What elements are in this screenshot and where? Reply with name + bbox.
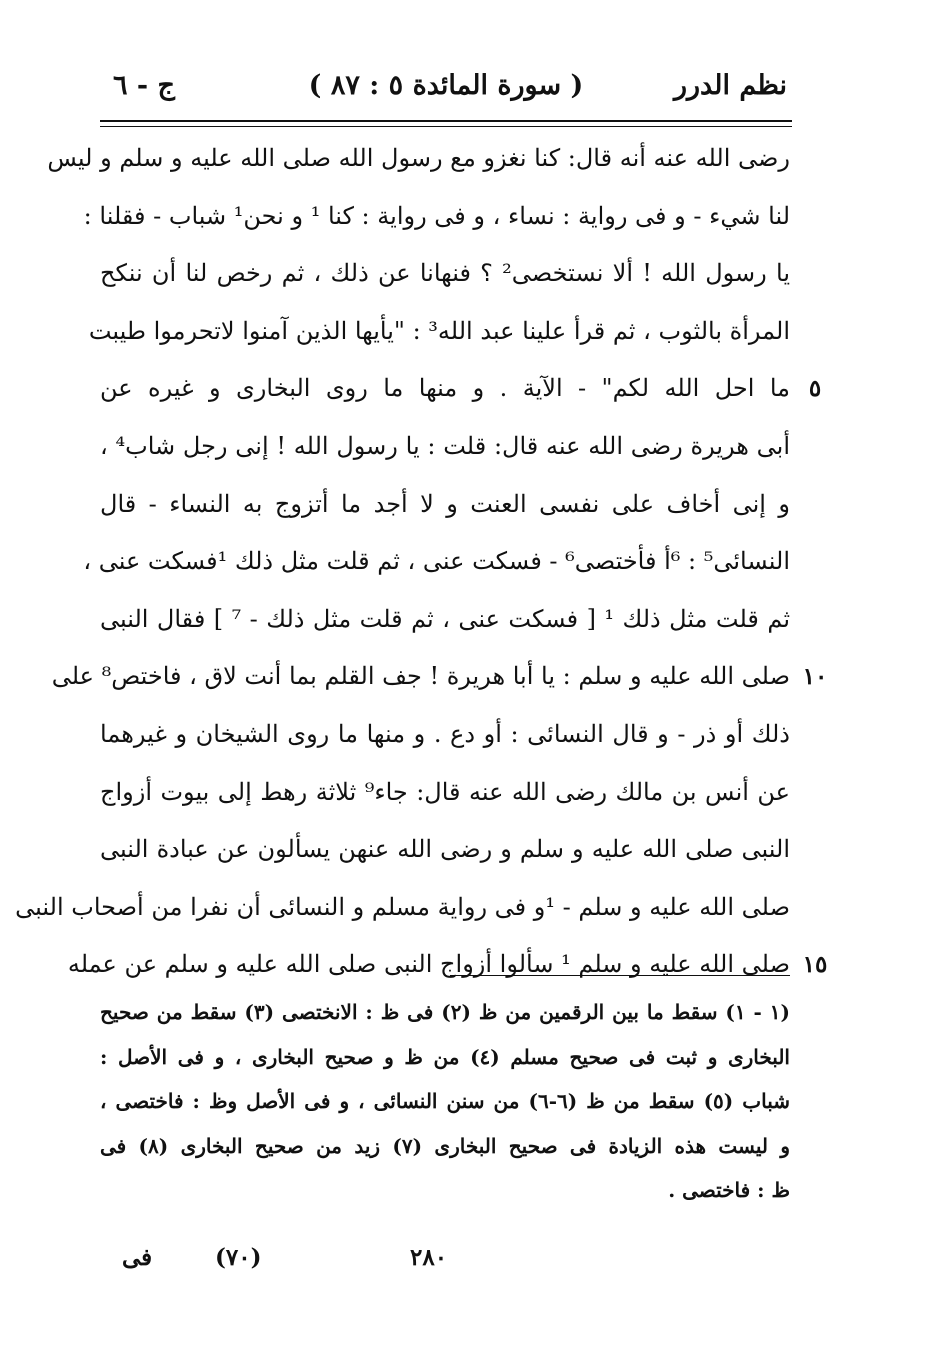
line-text: و إنى أخاف على نفسى العنت و لا أجد ما أتزوج به النساء - قال xyxy=(100,489,790,518)
text-line xyxy=(100,591,790,649)
header-rule xyxy=(100,120,792,122)
catchword: فى xyxy=(122,1244,153,1271)
line-text: لنا شيء - و فى رواية : نساء ، و فى رواية : كنا ¹ و نحن¹ شباب - فقلنا : xyxy=(83,201,790,230)
footnote-separator xyxy=(450,975,790,976)
line-text: النسائى⁵ : ⁶أ فأختصى⁶ - فسكت عنى ، ثم قلت مثل ذلك ¹فسكت عنى ، xyxy=(83,547,790,576)
line-text: النبى صلى الله عليه و سلم و رضى الله عنهن يسألون عن عبادة النبى xyxy=(100,835,790,864)
line-number: ٥ xyxy=(808,375,822,403)
text-line xyxy=(83,188,790,246)
line-text: أبى هريرة رضى الله عنه قال: قلت : يا رسول الله ! إنى رجل شاب⁴ ، xyxy=(100,431,791,460)
footnote-text: ظ : فاختصى . xyxy=(668,1178,790,1203)
line-text: رضى الله عنه أنه قال: كنا نغزو مع رسول الله صلى الله عليه و سلم و ليس xyxy=(47,144,790,172)
text-line xyxy=(100,418,790,476)
signature-mark: (٧٠) xyxy=(215,1244,262,1271)
text-line xyxy=(67,936,828,994)
text-line xyxy=(100,706,790,764)
header-rule-thin xyxy=(100,126,792,127)
page-number: ٢٨٠ xyxy=(410,1244,448,1271)
line-number: ١٥ xyxy=(802,951,828,979)
text-line xyxy=(83,533,790,591)
main-text xyxy=(15,130,828,994)
footnote-line xyxy=(100,1124,790,1169)
footnote-text: (١ - ١) سقط ما بين الرقمين من ظ (٢) فى ظ : الانختصى (٣) سقط من صحيح xyxy=(100,1000,791,1024)
footnote-text: البخارى و ثبت فى صحيح مسلم (٤) من ظ و صحيح البخارى ، و فى الأصل : xyxy=(100,1044,790,1069)
text-line xyxy=(51,648,828,706)
footnote-line xyxy=(100,1035,790,1080)
line-text: المرأة بالثوب ، ثم قرأ علينا عبد الله³ : "يأيها الذين آمنوا لاتحرموا طيبت xyxy=(88,316,790,345)
line-number: ١٠ xyxy=(802,663,828,691)
text-line xyxy=(88,303,790,361)
line-text: صلى الله عليه و سلم - ¹و فى رواية مسلم و النسائى أن نفرا من أصحاب النبى xyxy=(15,892,790,921)
text-line xyxy=(100,245,790,303)
line-text: يا رسول الله ! ألا نستخصى² ؟ فنهانا عن ذلك ، ثم رخص لنا أن ننكح xyxy=(100,259,790,288)
line-text: ما احل الله لكم" - الآية . و منها ما روى البخارى و غيره عن xyxy=(100,374,790,403)
footnote-text: شباب (٥) سقط من ظ (٦-٦) من سنن النسائى ، و فى الأصل وظ : فاختصى ، xyxy=(100,1089,790,1114)
line-text: ذلك أو ذر - و قال النسائى : أو دع . و منها ما روى الشيخان و غيرهما xyxy=(100,719,790,748)
footnotes xyxy=(100,990,790,1213)
footnote-text: و ليست هذه الزيادة فى صحيح البخارى (٧) زيد من صحيح البخارى (٨) فى xyxy=(100,1133,791,1158)
text-line xyxy=(100,360,822,418)
footnote-line xyxy=(100,1079,790,1124)
volume-label: ج - ٦ xyxy=(113,70,175,101)
page-header xyxy=(105,64,787,112)
text-line xyxy=(100,821,790,879)
text-line xyxy=(15,879,790,937)
text-line xyxy=(100,476,790,534)
footnote-line xyxy=(100,990,790,1035)
line-text: ثم قلت مثل ذلك ¹ [ فسكت عنى ، ثم قلت مثل ذلك - ⁷ ] فقال النبى xyxy=(100,604,790,633)
line-text: صلى الله عليه و سلم ¹ سألوا أزواج النبى صلى الله عليه و سلم عن عمله xyxy=(67,950,790,979)
text-line xyxy=(100,764,790,822)
book-title: نظم الدرر xyxy=(673,70,787,101)
line-text: عن أنس بن مالك رضى الله عنه قال: جاء⁹ ثلاثة رهط إلى بيوت أزواج xyxy=(100,777,790,806)
footnote-line xyxy=(100,1168,790,1213)
surah-reference: ( سورة المائدة ٥ : ٨٧ ) xyxy=(308,70,584,101)
text-line xyxy=(47,130,790,188)
line-text: صلى الله عليه و سلم : يا أبا هريرة ! جف القلم بما أنت لاق ، فاختص⁸ على xyxy=(51,662,790,691)
